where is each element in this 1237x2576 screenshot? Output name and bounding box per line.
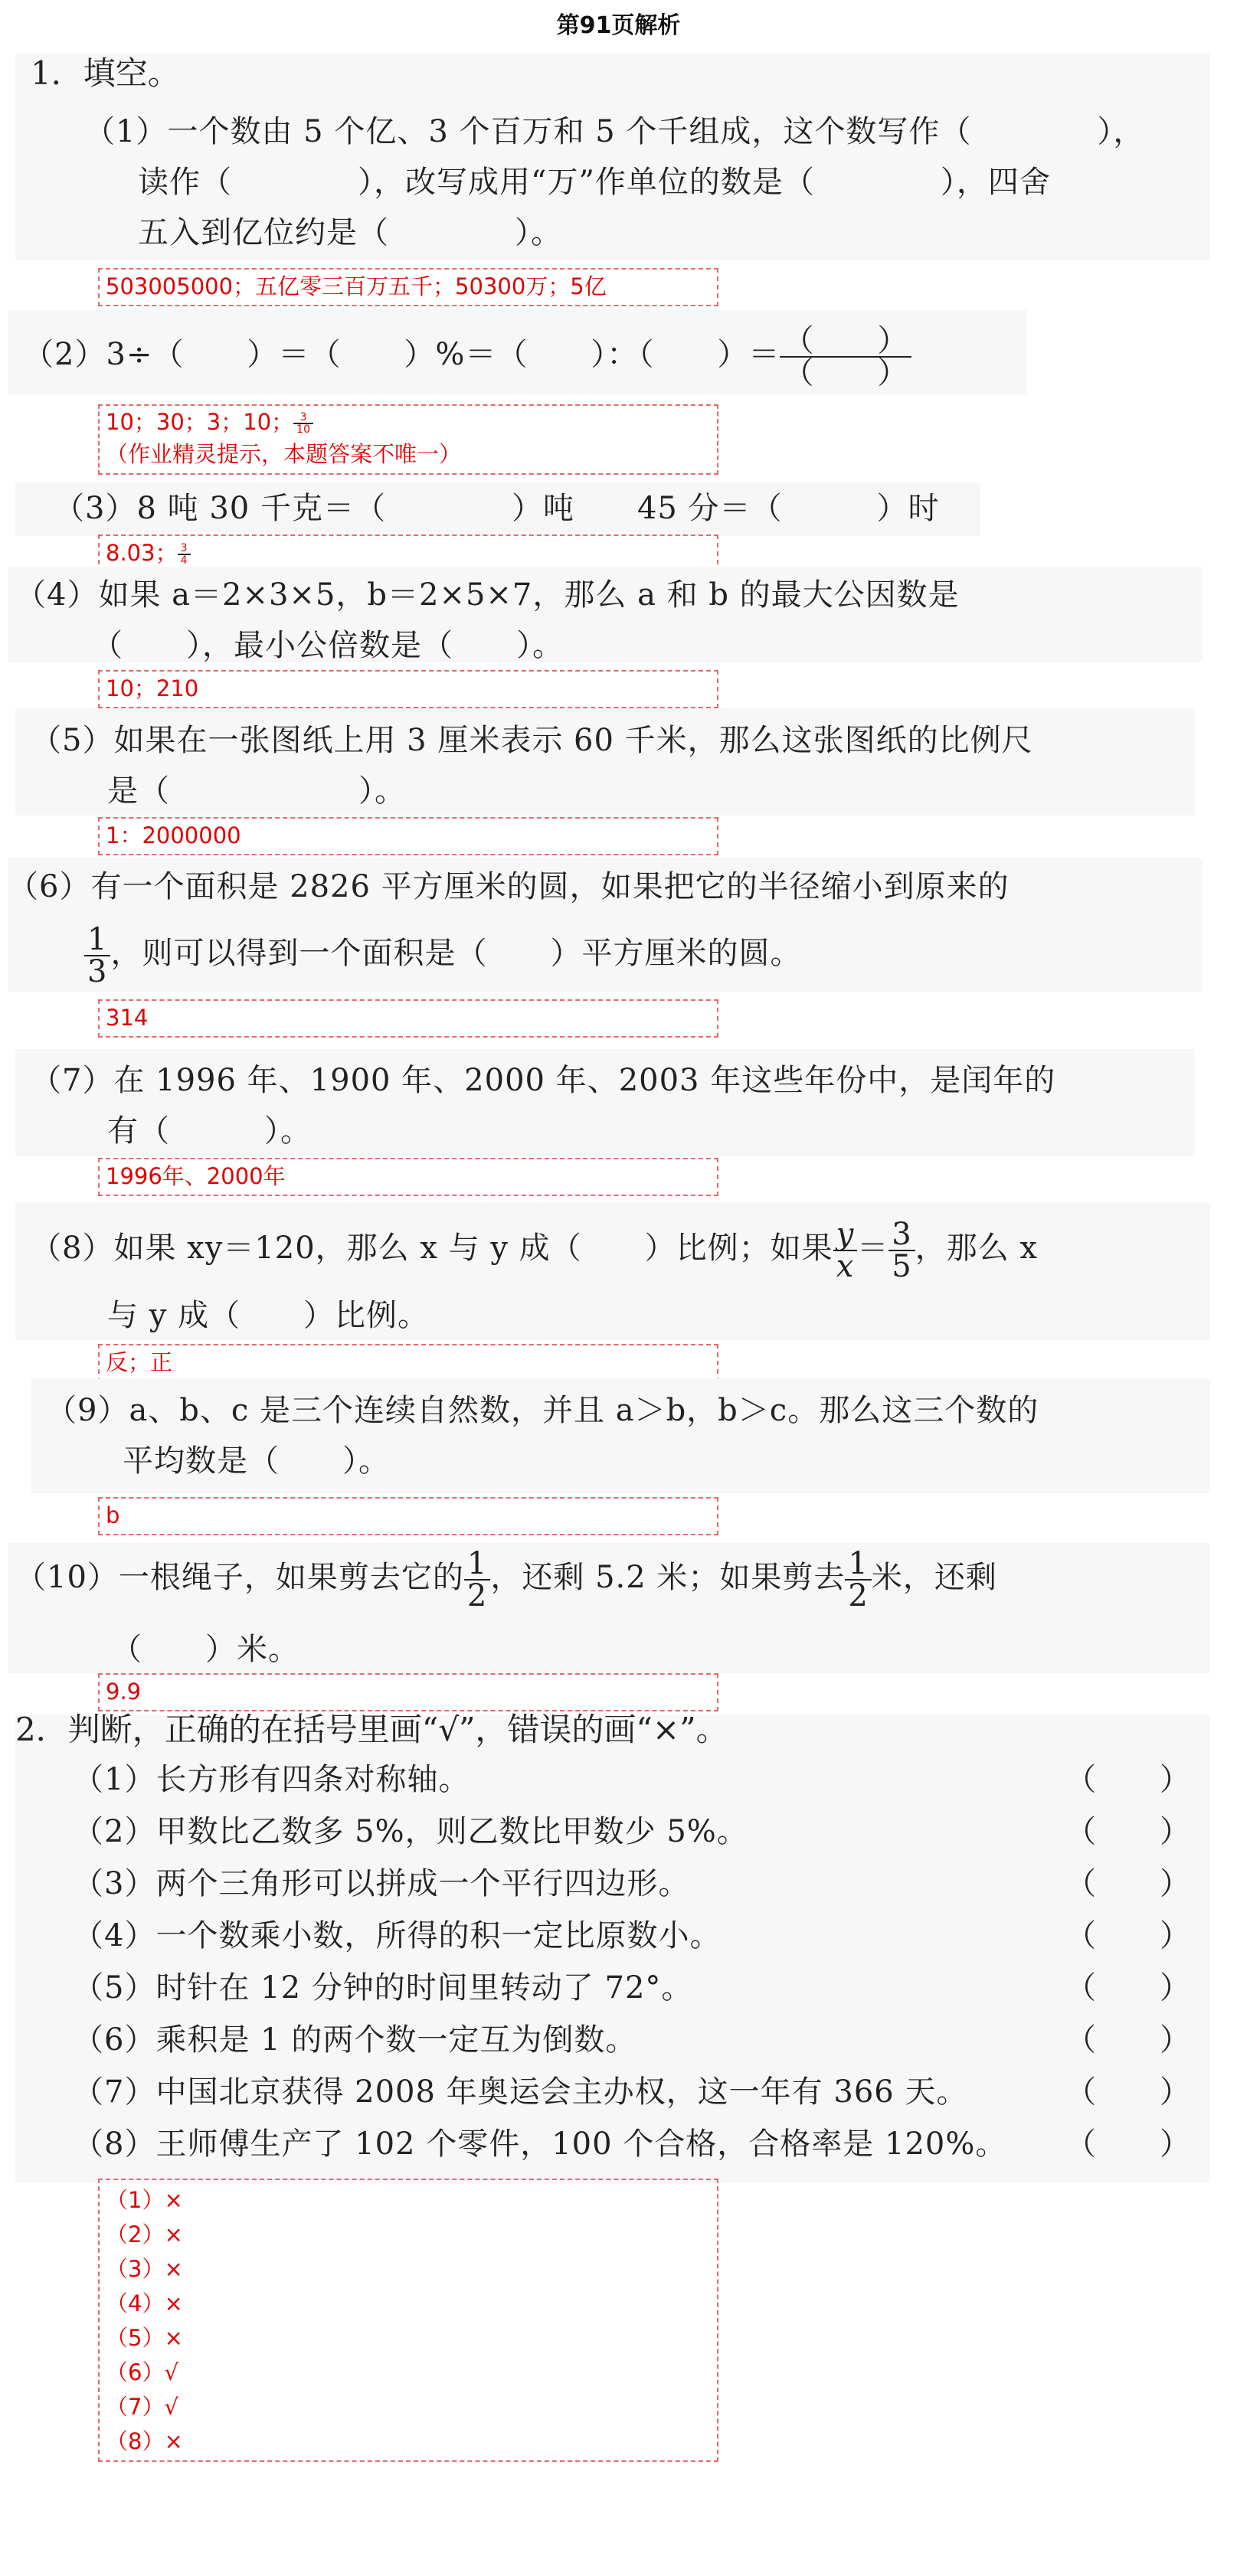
judge-item-1	[73, 1754, 1191, 1806]
answer-bracket: （ ）	[1065, 2022, 1191, 2058]
judge-statement: （1）长方形有四条对称轴。	[73, 1762, 470, 1797]
q1-item8-line1: （8）如果 xy＝120，那么 x 与 y 成（ ）比例；如果 $\frac{y}{x}$ ＝ $\frac{3}{5}$ ，那么 x	[31, 1217, 1039, 1284]
answer-box-q1-2: 10；30；3；10； $\frac{3}{10}$ （作业精灵提示，本题答案不唯一）	[98, 404, 718, 475]
answer-box-q1-3: 8.03； $\frac{3}{4}$	[98, 534, 718, 573]
blank-fraction: $\frac{( )}{( )}$	[780, 325, 911, 388]
q1-item10-line2: （ ）米。	[111, 1632, 299, 1667]
fraction-one-half: $\frac{1}{2}$	[845, 1548, 871, 1611]
judge-item-3	[73, 1858, 1191, 1910]
q1-item1-line3: 五入到亿位约是（ ）。	[138, 215, 562, 250]
q1-item10-line1: （10）一根绳子，如果剪去它的 $\frac{1}{2}$ ，还剩 5.2 米；如果剪去 $\frac{1}{2}$ 米，还剩	[15, 1546, 997, 1613]
answer-bracket: （ ）	[1065, 2127, 1191, 2162]
judge-statement: （2）甲数比乙数多 5%，则乙数比甲数少 5%。	[73, 1814, 748, 1849]
judge-answer-4: （4）×	[106, 2290, 183, 2316]
fraction-three-fifths: $\frac{3}{5}$	[888, 1219, 915, 1282]
page-title: 第91页解析	[556, 12, 681, 39]
judge-answer-5: （5）×	[106, 2325, 183, 2351]
judge-item-5	[73, 1962, 1191, 2014]
answer-bracket: （ ）	[1065, 2074, 1191, 2110]
answer-bracket: （ ）	[1065, 1866, 1191, 1901]
judge-answer-8: （8）×	[106, 2428, 183, 2454]
q1-item8-line2: 与 y 成（ ）比例。	[107, 1298, 430, 1333]
fraction-one-half: $\frac{1}{2}$	[464, 1548, 490, 1611]
answer-box-q2	[98, 2179, 718, 2462]
answer-box-q1-5: 1：2000000	[98, 817, 718, 855]
q1-item3-line1: （3）8 吨 30 千克＝（ ）吨 45 分＝（ ）时	[54, 491, 940, 526]
judge-statement: （3）两个三角形可以拼成一个平行四边形。	[73, 1866, 690, 1901]
judge-statement: （7）中国北京获得 2008 年奥运会主办权，这一年有 366 天。	[73, 2074, 968, 2110]
answer-bracket: （ ）	[1065, 1814, 1191, 1849]
answer-bracket: （ ）	[1065, 1970, 1191, 2006]
judge-item-4	[73, 1910, 1191, 1962]
q1-item6-line1: （6）有一个面积是 2826 平方厘米的圆，如果把它的半径缩小到原来的	[8, 869, 1010, 904]
judge-item-2	[73, 1806, 1191, 1858]
judge-answer-2: （2）×	[106, 2221, 183, 2247]
answer-box-q1-4: 10；210	[98, 670, 718, 708]
answer-fraction: $\frac{3}{10}$	[293, 412, 313, 435]
q1-item4-line2: （ ），最小公倍数是（ ）。	[92, 628, 564, 663]
judge-answer-1: （1）×	[106, 2187, 183, 2213]
answer-box-q1-6: 314	[98, 999, 718, 1038]
answer-bracket: （ ）	[1065, 1762, 1191, 1797]
judge-statement: （4）一个数乘小数，所得的积一定比原数小。	[73, 1918, 722, 1953]
judge-statement: （8）王师傅生产了 102 个零件，100 个合格，合格率是 120%。	[73, 2127, 1007, 2162]
judge-answer-6: （6）√	[106, 2359, 178, 2385]
answer-bracket: （ ）	[1065, 1918, 1191, 1953]
judge-item-8	[73, 2118, 1191, 2170]
q2-heading: 2．判断，正确的在括号里画“√”，错误的画“×”。	[15, 1711, 728, 1748]
answer-box-q1-10: 9.9	[98, 1673, 718, 1711]
q1-heading: 1．填空。	[31, 54, 180, 92]
answer-box-q1-9: b	[98, 1497, 718, 1535]
fraction-one-third: $\frac{1}{3}$	[84, 924, 110, 987]
answer-box-q1-8: 反；正	[98, 1344, 718, 1382]
judge-item-7	[73, 2066, 1191, 2118]
q1-item6-line2: $\frac{1}{3}$ ，则可以得到一个面积是（ ）平方厘米的圆。	[84, 919, 801, 988]
q1-item5-line1: （5）如果在一张图纸上用 3 厘米表示 60 千米，那么这张图纸的比例尺	[31, 723, 1033, 758]
q1-item4-line1: （4）如果 a＝2×3×5，b＝2×5×7，那么 a 和 b 的最大公因数是	[15, 577, 960, 613]
q1-item9-line2: 平均数是（ ）。	[123, 1443, 390, 1479]
q1-item2-line1: （2）3÷（ ）＝（ ）%＝（ ）：（ ）＝ $\frac{( )}{( )}$	[23, 325, 911, 388]
answer-note: （作业精灵提示，本题答案不唯一）	[106, 441, 462, 467]
answer-fraction: $\frac{3}{4}$	[178, 543, 191, 566]
judge-answer-7: （7）√	[106, 2394, 178, 2420]
q1-item7-line2: 有（ ）。	[107, 1113, 312, 1149]
q1-item7-line1: （7）在 1996 年、1900 年、2000 年、2003 年这些年份中，是闰年的	[31, 1063, 1056, 1098]
q1-item1-line2: 读作（ ），改写成用“万”作单位的数是（ ），四舍	[138, 165, 1051, 200]
judge-statement: （6）乘积是 1 的两个数一定互为倒数。	[73, 2022, 637, 2058]
fraction-y-over-x: $\frac{y}{x}$	[833, 1219, 858, 1282]
judge-statement: （5）时针在 12 分钟的时间里转动了 72°。	[73, 1970, 693, 2006]
q1-item9-line1: （9）a、b、c 是三个连续自然数，并且 a＞b，b＞c。那么这三个数的	[46, 1393, 1039, 1428]
answer-box-q1-1: 503005000；五亿零三百万五千；50300万；5亿	[98, 268, 718, 306]
answer-box-q1-7: 1996年、2000年	[98, 1158, 718, 1196]
q1-item5-line2: 是（ ）。	[107, 773, 406, 809]
judge-answer-3: （3）×	[106, 2256, 183, 2282]
q1-item1-line1: （1）一个数由 5 个亿、3 个百万和 5 个千组成，这个数写作（ ），	[84, 114, 1145, 149]
judge-item-6	[73, 2014, 1191, 2066]
